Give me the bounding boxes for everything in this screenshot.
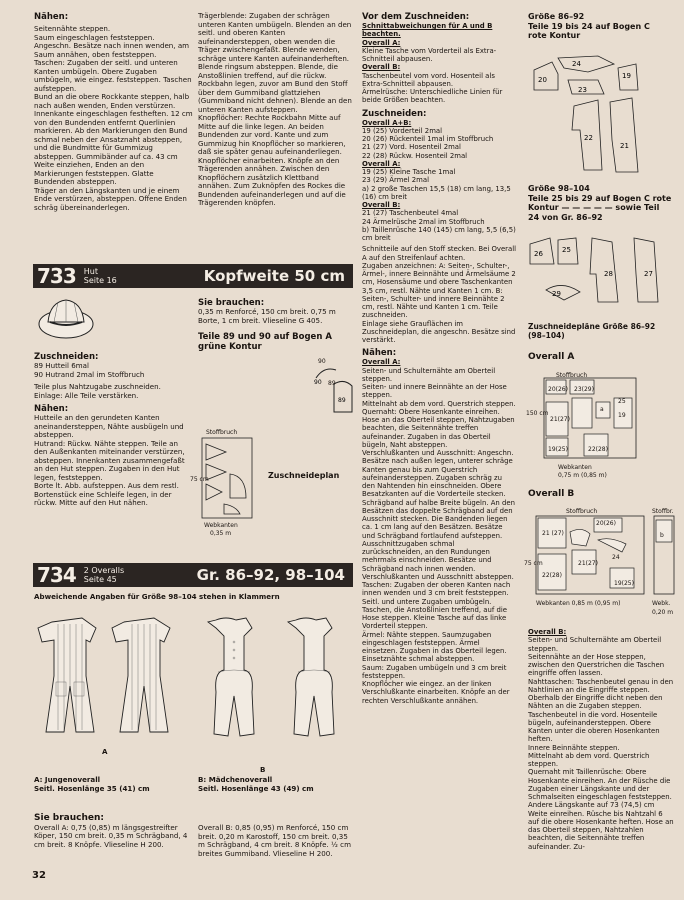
section-heading: Nähen: xyxy=(34,12,69,22)
piece-label: 20 xyxy=(538,76,547,84)
subheading: Overall B: xyxy=(362,63,401,72)
piece-label: 21(27) xyxy=(550,416,570,423)
figure-label-a: A xyxy=(102,747,108,756)
piece-label: 19(25) xyxy=(548,446,568,453)
list-item: 19 (25) Kleine Tasche 1mal xyxy=(362,168,456,176)
paragraph: Borte lt. Abb. aufsteppen. Aus dem restl. Bortenstück eine Schleife legen, in der rückw. Mitte auf den Hut nähen. xyxy=(34,481,179,507)
paragraph: Overall B: 0,85 (0,95) m Renforcé, 150 cm breit. 0,20 m Karostoff, 150 cm breit. 0,35 m Schrägband, 4 cm breit. 8 Knöpfe. ½ cm breites Gummiband. Vlieseline H 200. xyxy=(198,823,351,858)
list-item: 19 (25) Vorderteil 2mal xyxy=(362,126,443,135)
paragraph: Nahttaschen: Taschenbeutel genau in den Nahtlinien an die Eingriffe steppen. Oberhalb der Eingriffe dicht neben den Nähten an die Zugaben steppen. Taschenbeutel in die vord. Hosenteile bügeln, aufeinandersteppen. Obere Kanten unter die oberen Hosenkanten heften. xyxy=(528,677,674,744)
label-webkanten-val: 0,75 m (0,85 m) xyxy=(558,472,607,479)
paragraph: Taschen: Zugaben der oberen Kanten nach innen wenden und 3 cm breit feststeppen. Seitl. und untere Zugaben umbügeln. Taschen, die Anstoßlinien treffend, auf die Hose steppen. Kleine Tasche auf das linke Vorderteil steppen. xyxy=(362,581,511,631)
size-86-92-pieces-diagram xyxy=(528,50,668,180)
paragraph: Taschenbeutel vom vord. Hosenteil als Extra-Schnitteil abpausen. xyxy=(362,71,495,88)
paragraph: Einlage siehe Grauflächen im Zuschneideplan, die angeschn. Besätze sind verstärkt. xyxy=(362,319,516,344)
pattern-title: Hut Seite 16 xyxy=(83,267,117,285)
plan-title: Zuschneideplan xyxy=(268,471,340,480)
hut-teile xyxy=(198,332,338,355)
section-heading: Nähen: xyxy=(362,348,397,359)
piece-label: 20(26) xyxy=(596,520,616,527)
page-number: 32 xyxy=(32,870,46,881)
piece-label: 24 xyxy=(572,60,581,68)
subheading: Overall B: xyxy=(362,201,401,209)
paragraph: Saum eingeschlagen feststeppen. xyxy=(34,32,155,42)
list-item: a) 2 große Taschen 15,5 (18) cm lang, 13,5 (16) cm breit xyxy=(362,184,511,201)
piece-label: 22 xyxy=(584,134,593,142)
subheading: Overall A+B: xyxy=(362,118,412,127)
caption-sub: Seitl. Hosenlänge 43 (49) cm xyxy=(198,783,314,793)
piece-label: 24 xyxy=(612,554,620,561)
paragraph: Schnitteile auf den Stoff stecken. Bei Overall A auf den Streifenlauf achten. xyxy=(362,245,517,262)
list-item: b) Taillenrüsche 140 (145) cm lang, 5,5 (6,5) cm breit xyxy=(362,225,516,242)
section-heading: Sie brauchen: xyxy=(34,813,105,823)
piece-label: 27 xyxy=(644,270,653,278)
size-block-2 xyxy=(528,184,673,222)
overall-b-illustration xyxy=(196,612,356,752)
list-item: 22 (28) Rückw. Hosenteil 2mal xyxy=(362,151,468,160)
list-item: 21 (27) Vord. Hosenteil 2mal xyxy=(362,143,461,152)
parts-info: Teile 19 bis 24 auf Bogen C rote Kontur xyxy=(528,21,650,40)
paragraph: Einlage: Alle Teile verstärken. xyxy=(34,390,139,400)
piece-label: 25 xyxy=(618,398,626,405)
label-stoffbruch: Stoffbruch xyxy=(556,372,588,379)
pattern-number: 733 xyxy=(37,264,76,288)
overall-a-illustration xyxy=(34,612,184,742)
caption-b xyxy=(198,776,348,793)
size-label: Gr. 86–92, 98–104 xyxy=(196,566,345,584)
section-heading: Sie brauchen: xyxy=(198,298,265,308)
caption-a xyxy=(34,776,184,793)
paragraph: Taschen: Zugaben der seitl. und unteren Kanten umbügeln. Obere Zugaben umbügeln, wie eingez. feststeppen. Taschen aufsteppen. xyxy=(34,58,192,93)
paragraph: Quernaht mit Taillenrüsche: Obere Hosenkante einreihen. An der Rüsche die Zugaben einer Längskante und der Schmalseiten eingeschlagen feststeppen. Andere Längskante auf 73 (74,5) cm Weite einreihen. Rüsche bis Nahtzahl 6 auf die obere Hosenkante heften. Hose an das Oberteil steppen, Nahtzahlen beachten, die Seitennähte treffen aufeinander. Zu- xyxy=(528,768,674,851)
label-width: 150 cm xyxy=(526,410,549,417)
pattern-734-band xyxy=(33,563,353,587)
col2-text xyxy=(198,12,353,208)
piece-label: 26 xyxy=(534,250,543,258)
section-heading: Nähen: xyxy=(34,404,69,414)
paragraph: Bund an die obere Rockkante steppen, halb nach außen wenden, Enden verstürzen. Innenkante eingeschlagen festheften. 12 cm von den Bundenden entfernt Querlinien markieren. Ab den Markierungen den Bund schmal neben der Ansatznaht absteppen, und die Bundmitte für Gummizug absteppen. Gummibänder auf ca. 43 cm Weite einziehen, Enden an den Markierungen feststeppen. Glatte Bundenden absteppen. xyxy=(34,92,193,186)
paragraph: Kleine Tasche vom Vorderteil als Extra-Schnitteil abpausen. xyxy=(362,46,497,63)
label-stoffbruch: Stoffbruch xyxy=(206,429,238,436)
paragraph: Seiten- und Schulternähte am Oberteil steppen. xyxy=(528,636,662,653)
paragraph: Seiten- und Schulternähte am Oberteil steppen. xyxy=(362,366,496,383)
label-webkanten: Webkanten xyxy=(558,464,592,471)
paragraph: Seitennähte steppen. xyxy=(34,24,111,33)
paragraph: Knopflöcher: Rechte Rockbahn Mitte auf Mitte auf die linke legen. An beiden Bundenden zur vord. Kante und zum Gummizug hin Knopflöcher so markieren, daß sie später genau aufeinanderliegen. Knopflöcher einarbeiten. Knöpfe an den Trägerenden annähen. Zwischen den Knopflöchern zusätzlich Klettband annähen. Zum Zuknöpfen des Rockes die Bundenden aufeinanderlegen und auf die Trägerenden knöpfen. xyxy=(198,113,346,207)
hat-illustration xyxy=(36,292,96,347)
caption-title: A: Jungenoverall xyxy=(34,775,101,784)
figure-label-b: B xyxy=(260,765,266,774)
list-item: 20 (26) Rückenteil 1mal im Stoffbruch xyxy=(362,135,494,143)
paragraph: Schnittabweichungen für A und B beachten. xyxy=(362,22,493,39)
piece-label: 89 xyxy=(338,397,346,404)
subheading: Overall A: xyxy=(362,159,401,168)
size-heading: Größe 98–104 xyxy=(528,184,590,193)
hut-zuschneiden xyxy=(34,352,189,508)
overall-a-plan-heading: Overall A xyxy=(528,352,575,362)
paragraph: Teile plus Nahtzugabe zuschneiden. xyxy=(34,382,161,391)
size-heading: Größe 86–92 xyxy=(528,12,585,21)
paragraph: Hutteile an den gerundeten Kanten aneinandersteppen, Nähte ausbügeln und absteppen. xyxy=(34,413,184,439)
piece-label: 90 xyxy=(314,379,322,386)
piece-label: 20(26) xyxy=(548,386,568,393)
piece-label: 89 xyxy=(328,380,336,387)
abweichend-note: Abweichende Angaben für Größe 98–104 stehen in Klammern xyxy=(34,592,280,601)
list-item: 23 (29) Ärmel 2mal xyxy=(362,176,430,185)
paragraph: Angeschn. Besätze nach innen wenden, am Saum annähen, oben feststeppen. xyxy=(34,41,190,59)
paragraph: Seitennähte an der Hose steppen, zwischen den Querstrichen die Taschen eingriffe offen lassen. xyxy=(528,652,665,678)
subheading: Overall A: xyxy=(362,358,401,367)
overall-brauchen-b xyxy=(198,824,353,861)
col1-text xyxy=(34,12,194,212)
piece-label: 23(29) xyxy=(574,386,594,393)
overall-b-plan-heading: Overall B xyxy=(528,489,575,499)
paragraph: Träger an den Längskanten und je einem Ende verstürzen, absteppen. Offene Enden schräg übereinanderlegen. xyxy=(34,185,187,212)
subheading: Overall B: xyxy=(528,628,567,636)
plaene-heading: Zuschneidepläne Größe 86–92 (98–104) xyxy=(528,322,656,340)
label-webkanten: Webkanten 0,85 m (0,95 m) xyxy=(536,600,621,607)
piece-label: 23 xyxy=(578,86,587,94)
piece-label: 21(27) xyxy=(578,560,598,567)
col3-text xyxy=(362,12,517,705)
piece-label: 21 xyxy=(620,142,629,150)
list-item: 89 Hutteil 6mal xyxy=(34,361,89,370)
paragraph: Quernaht: Obere Hosenkante einreihen. Hose an das Oberteil steppen, Nahtzugaben beachten, die Seitennähte treffen aufeinander. Zugaben in das Oberteil bügeln, Naht absteppen. xyxy=(362,407,515,449)
piece-label: 22(28) xyxy=(542,572,562,579)
piece-label: a xyxy=(600,406,604,413)
label-stoffbr: Stoffbr. xyxy=(652,508,674,515)
piece-label: 21 (27) xyxy=(542,530,564,537)
piece-label: 25 xyxy=(562,246,571,254)
section-heading: Teile 89 und 90 auf Bogen A grüne Kontur xyxy=(198,332,332,352)
pattern-number: 734 xyxy=(37,563,76,587)
paragraph: Verschlußkanten und Ausschnitt: Angeschn. Besätze nach außen legen, unterer schräge Kanten genau bis zum Querstrich aufeinandersteppen. Zugaben schräg zu den Nahtenden hin einschneiden. Obere Besatzkanten auf die Vorderteile stecken. Schrägband auf halbe Breite bügeln. An den Besätzen das doppelte Schrägband auf den Ausschnitt stecken. Die Bandenden liegen ca. 1 cm lang auf den Besätzen. Besätze und Schrägband fortlaufend aufsteppen. Ausschnittzugaben schmal zurückschneiden, an den Rundungen mehrmals einschneiden. Besätze und Schrägband nach innen wenden. Verschlußkanten und Ausschnitt absteppen. xyxy=(362,449,515,581)
piece-label: b xyxy=(660,532,664,539)
caption-title: B: Mädchenoverall xyxy=(198,775,273,784)
paragraph: Knopflöcher wie eingez. an der linken Verschlußkante einarbeiten. Knöpfe an der rechten Verschlußkante annähen. xyxy=(362,680,510,705)
size-label: Kopfweite 50 cm xyxy=(203,267,345,285)
size-98-104-pieces-diagram xyxy=(528,234,668,306)
label-webkanten-val: 0,35 m xyxy=(210,530,232,537)
paragraph: Innere Beinnähte steppen. xyxy=(528,743,620,752)
label-width: 75 cm xyxy=(524,560,543,567)
size-block-1 xyxy=(528,12,668,41)
paragraph: Ärmelrüsche: Unterschiedliche Linien für beide Größen beachten. xyxy=(362,88,503,105)
paragraph: Hutrand: Rückw. Nähte steppen. Teile an den Außenkanten miteinander verstürzen, absteppen. Innenkanten zusammengefaßt an den Hut steppen. Zugaben in den Hut legen, feststeppen. xyxy=(34,438,185,482)
list-item: 24 Ärmelrüsche 2mal im Stoffbruch xyxy=(362,217,485,226)
paragraph: Ärmel: Nähte steppen. Saumzugaben eingeschlagen feststeppen. Ärmel einsetzen. Zugaben in das Oberteil legen. Einsetznähte schmal absteppen. xyxy=(362,630,507,664)
paragraph: Saum: Zugaben umbügeln und 3 cm breit feststeppen. xyxy=(362,663,507,680)
label-webkanten: Webkanten xyxy=(204,522,238,529)
piece-label: 19(25) xyxy=(614,580,634,587)
label-stoffbruch: Stoffbruch xyxy=(566,508,598,515)
paragraph: 0,35 m Renforcé, 150 cm breit. 0,75 m Borte, 1 cm breit. Vlieseline G 405. xyxy=(198,307,336,325)
paragraph: Trägerblende: Zugaben der schrägen unteren Kanten umbügeln. Blenden an den seitl. und oberen Kanten aufeinandersteppen, oben wenden die Träger zwischengefaßt. Blende wenden, schräge untere Kanten aufeinanderheften. Blende ringsum absteppen. Blende, die Anstoßlinien treffend, auf die rückw. Rockbahn legen, zuvor am Bund den Stoff über dem Gummiband glattziehen (Gummiband nicht dehnen). Blende an den unteren Kanten aufsteppen. xyxy=(198,11,352,114)
piece-label: 19 xyxy=(618,412,626,419)
paragraph: Overall A: 0,75 (0,85) m längsgestreifter Köper, 150 cm breit. 0,35 m Schrägband, 4 cm breit. 8 Knöpfe. Vlieseline H 200. xyxy=(34,822,188,849)
paragraph: Seiten- und innere Beinnähte an der Hose steppen. xyxy=(362,383,507,400)
hut-brauchen xyxy=(198,298,353,328)
paragraph: Mittelnaht ab dem vord. Querstrich steppen. xyxy=(528,751,650,768)
section-heading: Zuschneiden: xyxy=(34,352,99,362)
overall-brauchen-a xyxy=(34,814,192,852)
pattern-733-band xyxy=(33,264,353,288)
subheading: Overall A: xyxy=(362,38,401,47)
pattern-title: 2 Overalls Seite 45 xyxy=(83,566,125,584)
piece-label: 19 xyxy=(622,72,631,80)
parts-info: Teile 25 bis 29 auf Bogen C rote Kontur — — — — — sowie Teil 24 von Gr. 86–92 xyxy=(528,193,672,222)
label-width: 75 cm xyxy=(190,476,209,483)
piece-label: 29 xyxy=(552,290,561,298)
list-item: 90 Hutrand 2mal im Stoffbruch xyxy=(34,369,145,379)
paragraph: Mittelnaht ab dem vord. Querstrich steppen. xyxy=(362,399,516,408)
piece-label: 28 xyxy=(604,270,613,278)
col4-text xyxy=(528,628,674,851)
paragraph: Zugaben anzeichnen: A: Seiten-, Schulter-, Ärmel-, innere Beinnähte und Ärmelsäume 2 cm, Hosensäume und obere Taschenkanten 3,5 cm, restl. Nähte und Kanten 1 cm. B: Seiten-, Schulter- und innere Beinnähte 2 cm, restl. Nähte und Kanten 1 cm. Teile zuschneiden. xyxy=(362,261,516,320)
label-webk-small: Webk. 0,20 m xyxy=(652,600,674,616)
piece-label: 22(28) xyxy=(588,446,608,453)
section-heading: Zuschneiden: xyxy=(362,108,427,119)
caption-sub: Seitl. Hosenlänge 35 (41) cm xyxy=(34,783,150,793)
list-item: 21 (27) Taschenbeutel 4mal xyxy=(362,209,459,218)
piece-label: 90 xyxy=(318,358,326,365)
section-heading: Vor dem Zuschneiden: xyxy=(362,12,470,22)
